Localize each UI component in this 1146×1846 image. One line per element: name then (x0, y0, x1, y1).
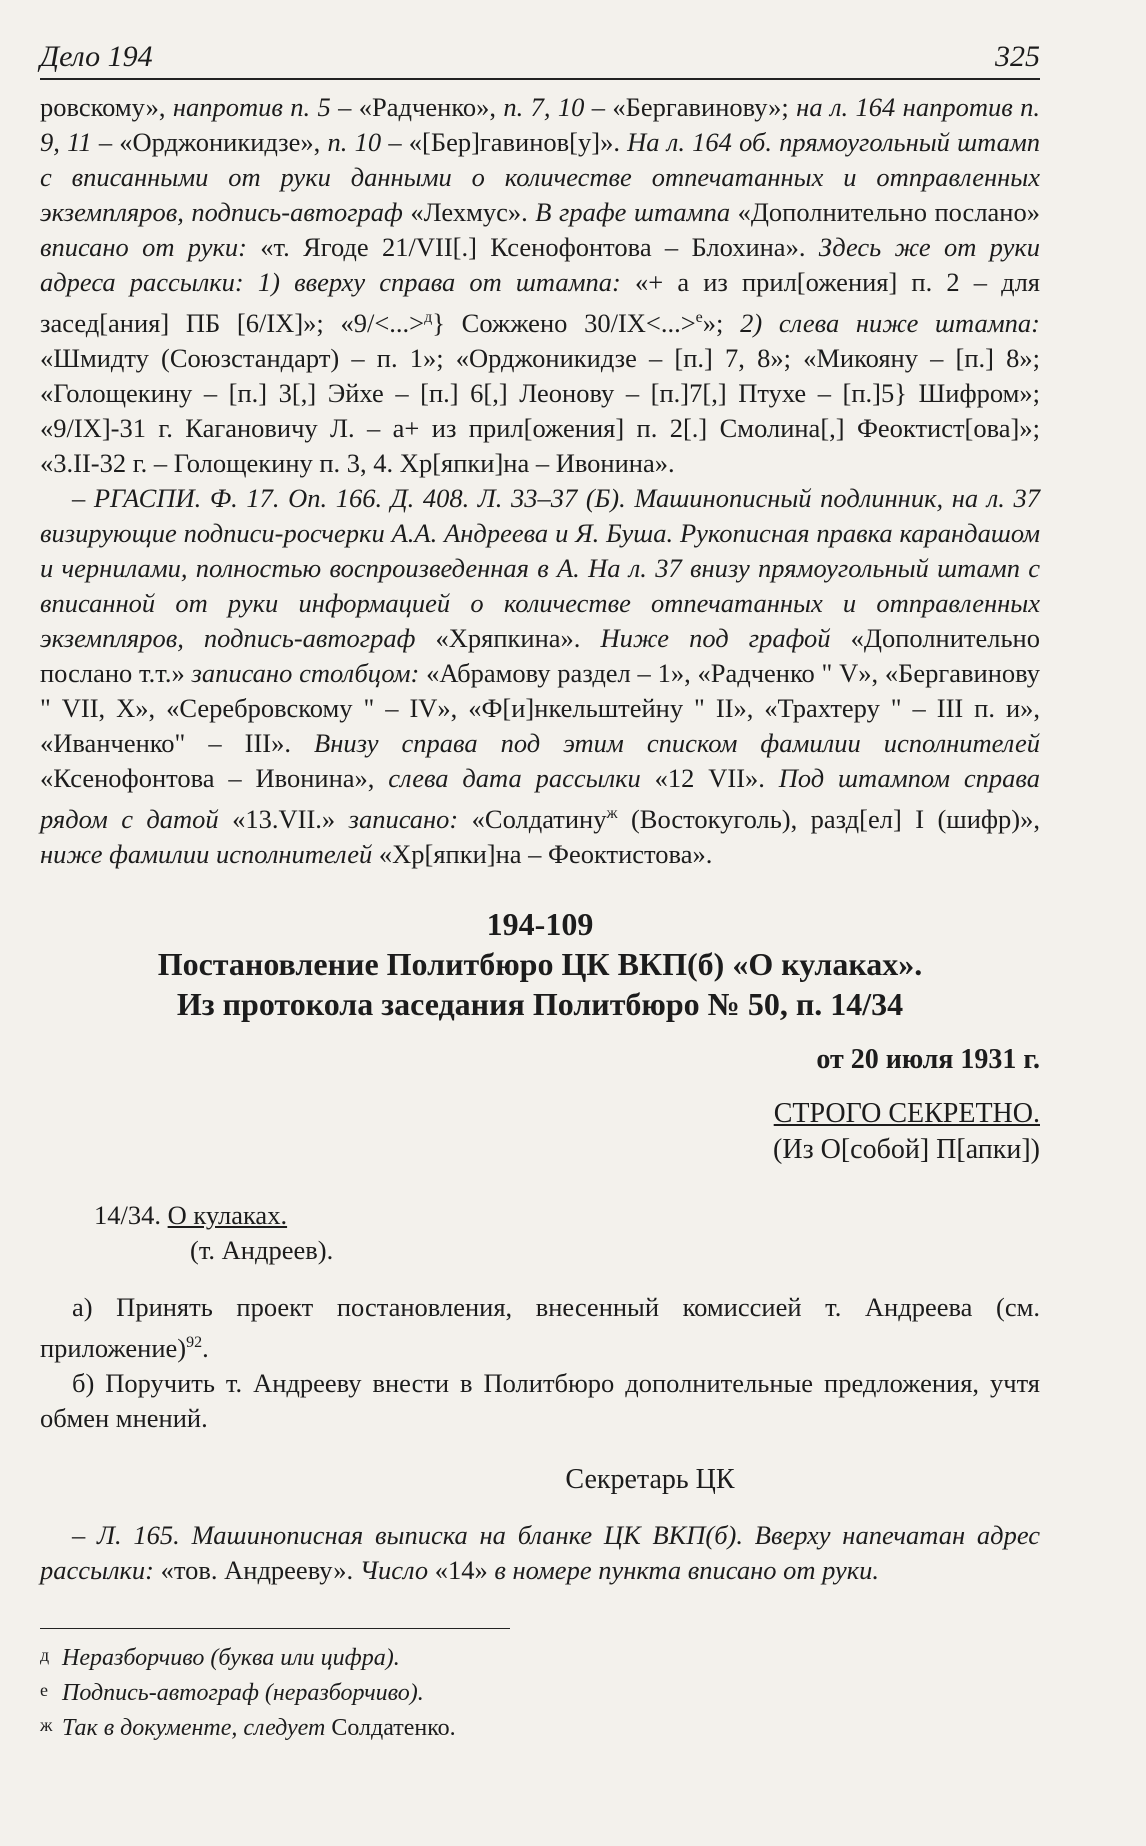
text-run: «Ксенофонтова – Ивонина», (40, 763, 375, 793)
secrecy-stamp (40, 1096, 1040, 1168)
italic-run: п. 7, 10 (495, 92, 592, 122)
source-paragraph (40, 481, 1040, 872)
point-a (40, 1290, 1040, 1366)
text-run: ровскому», (40, 92, 166, 122)
text-run: } Сожжено 30/IX<...> (432, 308, 696, 338)
footnote-d (40, 1639, 1040, 1674)
text-run: «Шмидту (Союзстандарт) – п. 1»; «Орджоникидзе – [п.] 7, 8»; «Микояну – [п.] 8»; «Голощекину – [п.] 3[,] Эйхе – [п.] 6[,] Леонову – [п.]7[,] Птухе – [п.]5} Шифром»; «9/IX]-31 г. Кагановичу Л. – а+ из прил[ожения] п. 2[.] Смолина[,] Феоктист[ова]»; «3.II-32 г. – Голощекину п. 3, 4. Хр[япки]на – Ивонина». (40, 343, 1040, 478)
footnote-mark: ж (40, 1715, 53, 1735)
text-run: – «Радченко», (338, 92, 496, 122)
point-a-text: а) Принять проект постановления, внесенный комиссией т. Андреева (см. приложение) (40, 1292, 1040, 1363)
footnote-zh (40, 1709, 1040, 1744)
italic-run: Число (353, 1555, 435, 1585)
italic-run: слева дата рассылки (374, 763, 655, 793)
text-run: (Востокуголь), разд[ел] I (шифр)», (617, 804, 1041, 834)
footnote-e (40, 1674, 1040, 1709)
doc-title-line1: Постановление Политбюро ЦК ВКП(б) «О кулаках». (157, 946, 923, 982)
italic-run: Здесь же от руки адреса рассылки: 1) вверху справа от штампа: (40, 232, 1040, 297)
footnote-text: Подпись-автограф (неразборчиво). (62, 1680, 424, 1706)
intro-paragraph (40, 90, 1040, 481)
item-number: 14/34. (94, 1200, 168, 1230)
italic-run: В графе штампа (527, 197, 738, 227)
text-run: «Лехмус». (410, 197, 528, 227)
italic-run: вписано от руки: (40, 232, 261, 262)
signature-line: Секретарь ЦК (565, 1464, 735, 1495)
item-reporter: (т. Андреев). (190, 1235, 334, 1265)
footnote-mark: е (40, 1680, 48, 1700)
doc-title-line2: Из протокола заседания Политбюро № 50, п. 14/34 (176, 986, 904, 1022)
text-run: – «[Бер]гавинов[у]». (388, 127, 620, 157)
folder-label: (Из О[собой] П[апки]) (773, 1134, 1040, 1165)
italic-run: 2) слева ниже штампа: (723, 308, 1040, 338)
footnote-marker: е (695, 309, 703, 326)
italic-run: – Л. 165. Машинописная выписка на бланке ЦК ВКП(б). Вверху напечатан адрес рассылки: (40, 1520, 1040, 1585)
italic-run: записано: (335, 804, 472, 834)
archive-note (40, 1518, 1040, 1588)
italic-run: напротив п. 5 (165, 92, 339, 122)
point-b: б) Поручить т. Андрееву внести в Политбюро дополнительные предложения, учтя обмен мнений. (40, 1368, 1040, 1433)
italic-run: На л. 164 об. прямоугольный штамп с вписанными от руки данными о количестве отпечатанных и отправленных экземпляров, подпись-автограф (40, 127, 1041, 227)
text-run: «Абрамову раздел – 1», «Радченко " V», «Бергавинову " VII, X», «Серебровскому " – IV», «Ф[и]нкельштейну " II», «Трахтеру " – III п. и», «Иванченко" – III». (40, 658, 1041, 758)
doc-number: 194-109 (486, 906, 594, 942)
text-run: – «Орджоникидзе», (98, 127, 321, 157)
italic-run: записано столбцом: (184, 658, 427, 688)
text-run: «Дополнительно послано т.т.» (40, 623, 1040, 688)
item-heading (40, 1198, 1040, 1233)
doc-date: от 20 июля 1931 г. (816, 1044, 1040, 1075)
footnote-plain: Солдатенко. (331, 1715, 456, 1741)
footnotes (40, 1639, 1040, 1744)
italic-run: в номере пункта вписано от руки. (487, 1555, 880, 1585)
footnote-marker: д (424, 309, 433, 326)
text-run: – «Бергавинову»; (591, 92, 789, 122)
italic-run: Под штампом справа рядом с датой (40, 763, 1040, 834)
italic-run: Ниже под графой (580, 623, 851, 653)
case-title: Дело 194 (40, 40, 153, 73)
italic-run: ниже фамилии исполнителей (40, 839, 379, 869)
footnote-marker: ж (606, 805, 618, 822)
text-run: «Дополнительно послано» (737, 197, 1040, 227)
text-run: «тов. Андрееву». (160, 1555, 354, 1585)
running-head (40, 40, 1040, 80)
text-run: «Солдатину (471, 804, 607, 834)
secrecy-label: СТРОГО СЕКРЕТНО. (773, 1098, 1040, 1129)
footnote-text: Неразборчиво (буква или цифра). (62, 1645, 400, 1671)
footnote-text: Так в документе, следует (62, 1715, 332, 1741)
text-run: «т. Ягоде 21/VII[.] Ксенофонтова – Блохина». (260, 232, 806, 262)
footnote-divider (40, 1628, 510, 1629)
item-title: О кулаках. (167, 1200, 288, 1230)
text-run: «13.VII.» (232, 804, 336, 834)
text-run: «Хряпкина». (435, 623, 581, 653)
footnote-ref-92: 92 (186, 1334, 203, 1351)
italic-run: п. 10 (320, 127, 389, 157)
text-run: »; (702, 308, 724, 338)
point-a-end: . (202, 1333, 209, 1363)
text-run: «+ а из прил[ожения] п. 2 – для засед[ания] ПБ [6/IX]»; «9/<...> (40, 267, 1040, 338)
italic-run: Внизу справа под этим списком фамилии исполнителей (291, 728, 1040, 758)
text-run: «Хр[япки]на – Феоктистова». (378, 839, 713, 869)
italic-run: на л. 164 напротив п. 9, 11 (40, 92, 1040, 157)
italic-run: – РГАСПИ. Ф. 17. Оп. 166. Д. 408. Л. 33–37 (Б). Машинописный подлинник, на л. 37 визирующие подписи-росчерки А.А. Андреева и Я. Буша. Рукописная правка карандашом и чернилами, полностью воспроизведенная в А. На л. 37 внизу прямоугольный штамп с вписанной от руки информацией о количестве отпечатанных и отправленных экземпляров, подпись-автограф (40, 483, 1040, 653)
page-number: 325 (995, 40, 1040, 73)
text-run: «14» (434, 1555, 488, 1585)
text-run: «12 VII». (654, 763, 765, 793)
footnote-mark: д (40, 1645, 50, 1665)
document-page (40, 40, 1040, 1744)
